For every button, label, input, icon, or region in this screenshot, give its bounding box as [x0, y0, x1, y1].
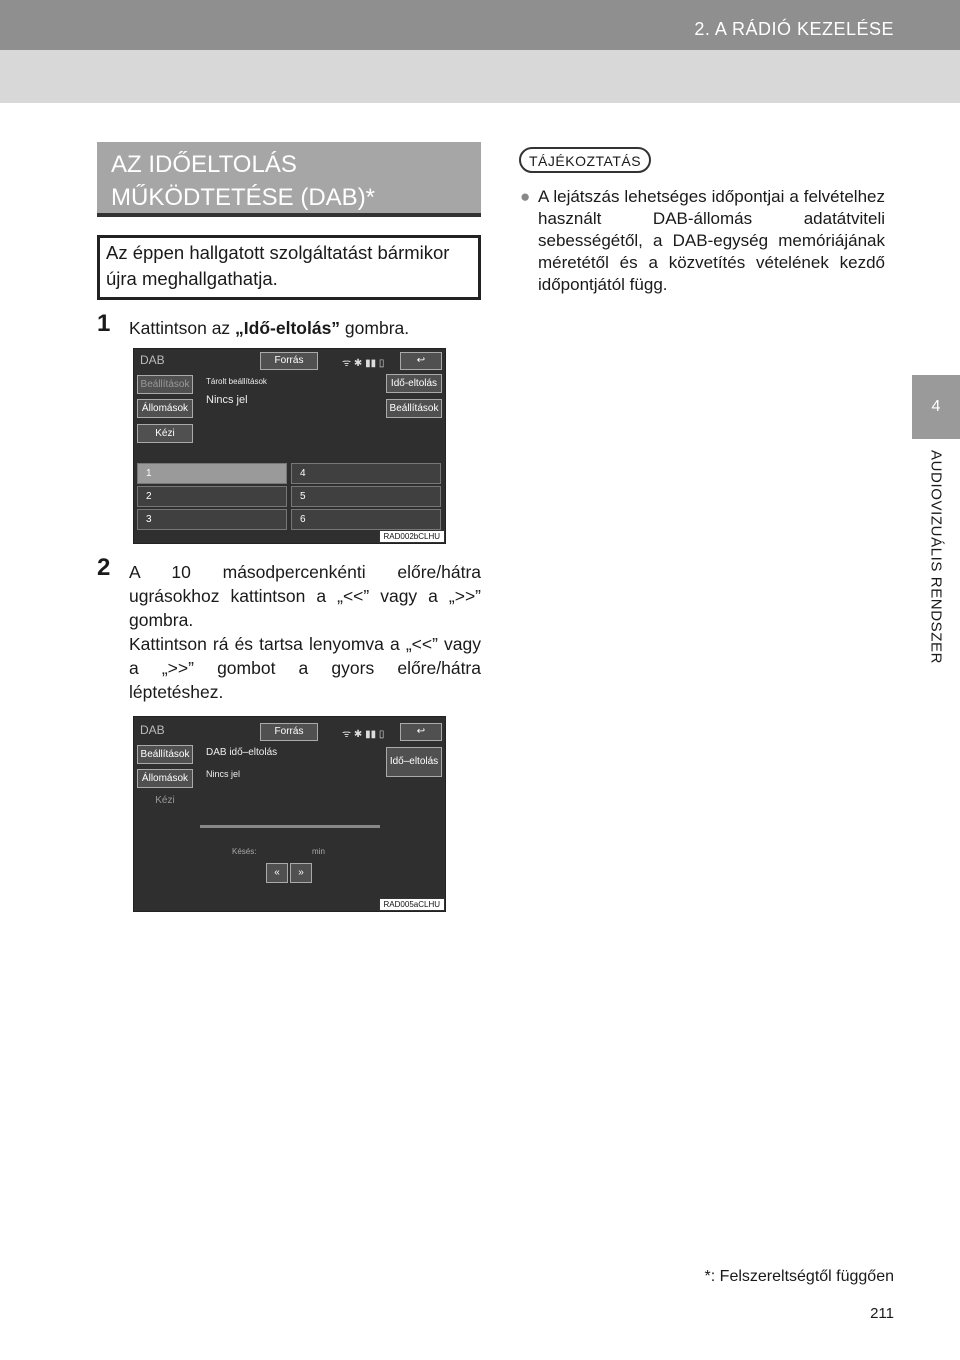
- step-text: A 10 másodpercenkénti előre/hátra ugrásokhoz kattintson a „<<” vagy a „>>” gombra.: [129, 562, 481, 630]
- step-text-2: Kattintson rá és tartsa lenyomva a „<<” vagy a „>>” gombot a gyors előre/hátra léptetéshez.: [129, 634, 481, 702]
- section-title: [97, 142, 481, 217]
- manual-label[interactable]: Kézi: [155, 795, 175, 806]
- status-icons: ᯤ ✱ ▮▮ ▯: [342, 729, 385, 740]
- step-number: 1: [97, 310, 111, 337]
- preset-6[interactable]: 6: [291, 509, 441, 530]
- settings-button[interactable]: Beállítások: [137, 745, 193, 764]
- section-title-line2: MŰKÖDTETÉSE (DAB)*: [111, 184, 376, 211]
- step-2: [97, 554, 481, 704]
- chapter-title: 2. A RÁDIÓ KEZELÉSE: [694, 19, 894, 39]
- preset-4[interactable]: 4: [291, 463, 441, 484]
- rewind-button[interactable]: «: [266, 863, 288, 883]
- info-text: [520, 186, 885, 296]
- stations-button[interactable]: Állomások: [137, 769, 193, 788]
- footnote: *: Felszereltségtől függően: [704, 1268, 894, 1285]
- time-shift-heading: DAB idő–eltolás: [206, 747, 278, 758]
- source-button[interactable]: Forrás: [260, 723, 318, 741]
- image-code: RAD005aCLHU: [379, 898, 445, 911]
- time-shift-button[interactable]: Idő–eltolás: [386, 747, 442, 777]
- status-icons: ᯤ ✱ ▮▮ ▯: [342, 358, 385, 369]
- preset-5[interactable]: 5: [291, 486, 441, 507]
- stations-button[interactable]: Állomások: [137, 399, 193, 418]
- preset-1[interactable]: 1: [137, 463, 287, 484]
- screenshot-1: [133, 348, 446, 544]
- section-intro: Az éppen hallgatott szolgáltatást bármikor újra meghallgathatja.: [97, 235, 481, 300]
- delay-unit: min: [312, 847, 325, 856]
- time-shift-button[interactable]: Idő-eltolás: [386, 374, 442, 393]
- preset-3[interactable]: 3: [137, 509, 287, 530]
- preset-2[interactable]: 2: [137, 486, 287, 507]
- screen-title: DAB: [140, 353, 165, 367]
- chapter-tab: 4: [912, 375, 960, 439]
- source-button[interactable]: Forrás: [260, 352, 318, 370]
- info-body: A lejátszás lehetséges időpontjai a felvételhez használt DAB-állomás adatátviteli sebességétől, a DAB-egység memóriájának méretétől és a közvetítés vételének kezdő időpontjától függ.: [538, 187, 885, 294]
- back-button[interactable]: [400, 352, 442, 370]
- page-number: 211: [870, 1305, 894, 1322]
- section-title-line1: AZ IDŐELTOLÁS: [111, 151, 297, 178]
- forward-button[interactable]: »: [290, 863, 312, 883]
- settings-button[interactable]: Beállítások: [137, 375, 193, 394]
- settings-right-button[interactable]: Beállítások: [386, 399, 442, 418]
- screenshot-2: [133, 716, 446, 912]
- step-text: Kattintson az „Idő-eltolás” gombra.: [129, 318, 410, 338]
- step-1: [97, 310, 481, 340]
- progress-bar[interactable]: [200, 825, 380, 828]
- header-subbar: [0, 50, 960, 103]
- image-code: RAD002bCLHU: [379, 530, 445, 543]
- signal-text: Nincs jel: [206, 394, 248, 406]
- manual-button[interactable]: Kézi: [137, 424, 193, 443]
- signal-text: Nincs jel: [206, 769, 241, 779]
- back-icon: ↩: [416, 355, 426, 366]
- stored-label: Tárolt beállítások: [206, 377, 267, 386]
- bullet-icon: ●: [520, 187, 531, 206]
- info-label: TÁJÉKOZTATÁS: [519, 147, 651, 173]
- delay-label: Késés:: [232, 847, 257, 856]
- back-button[interactable]: [400, 723, 442, 741]
- screen-title: DAB: [140, 723, 165, 737]
- header-bar: [0, 0, 960, 50]
- chapter-side-label: AUDIOVIZUÁLIS RENDSZER: [927, 450, 945, 665]
- step-number: 2: [97, 554, 111, 581]
- back-icon: ↩: [416, 726, 426, 737]
